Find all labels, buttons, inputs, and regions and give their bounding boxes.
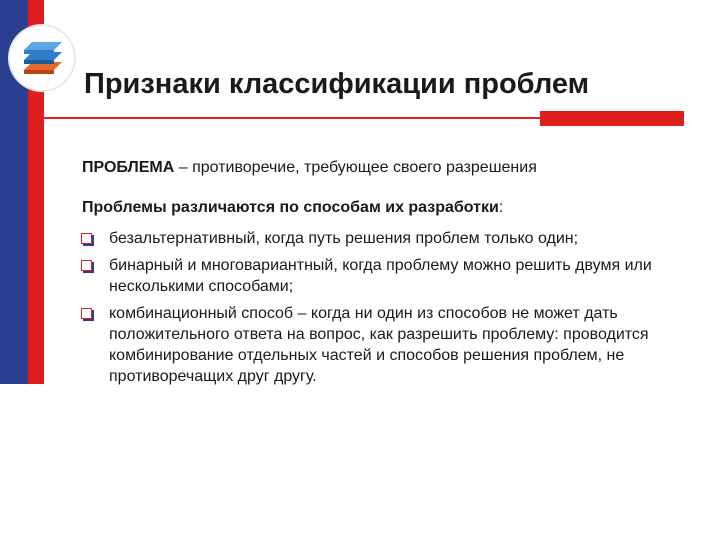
definition-text: – противоречие, требующее своего разрешения (174, 159, 537, 176)
definition-line (82, 158, 702, 178)
method-list (80, 228, 680, 393)
title-underline (30, 117, 540, 119)
definition-term: ПРОБЛЕМА (82, 159, 175, 176)
list-heading-colon: : (498, 199, 504, 216)
list-item (80, 303, 680, 387)
list-item-text: безальтернативный, когда путь решения проблем только один; (109, 230, 579, 247)
list-heading-text: Проблемы различаются по способам их разработки (82, 199, 499, 216)
list-item (80, 228, 680, 249)
square-bullet-icon (81, 260, 92, 271)
page-title: Признаки классификации проблем (84, 68, 590, 100)
stacked-books-icon (10, 26, 74, 90)
square-bullet-icon (81, 233, 92, 244)
list-item-text: бинарный и многовариантный, когда проблему можно решить двумя или несколькими способами; (109, 257, 652, 295)
square-bullet-icon (81, 308, 92, 319)
list-item-text: комбинационный способ – когда ни один из способов не может дать положительного ответа на вопрос, как разрешить проблему: проводится комбинирование отдельных частей и способов решения проблем, не противоречащих друг другу. (109, 305, 649, 385)
title-underline-block (540, 111, 684, 126)
list-heading (82, 198, 702, 218)
list-item (80, 255, 680, 297)
